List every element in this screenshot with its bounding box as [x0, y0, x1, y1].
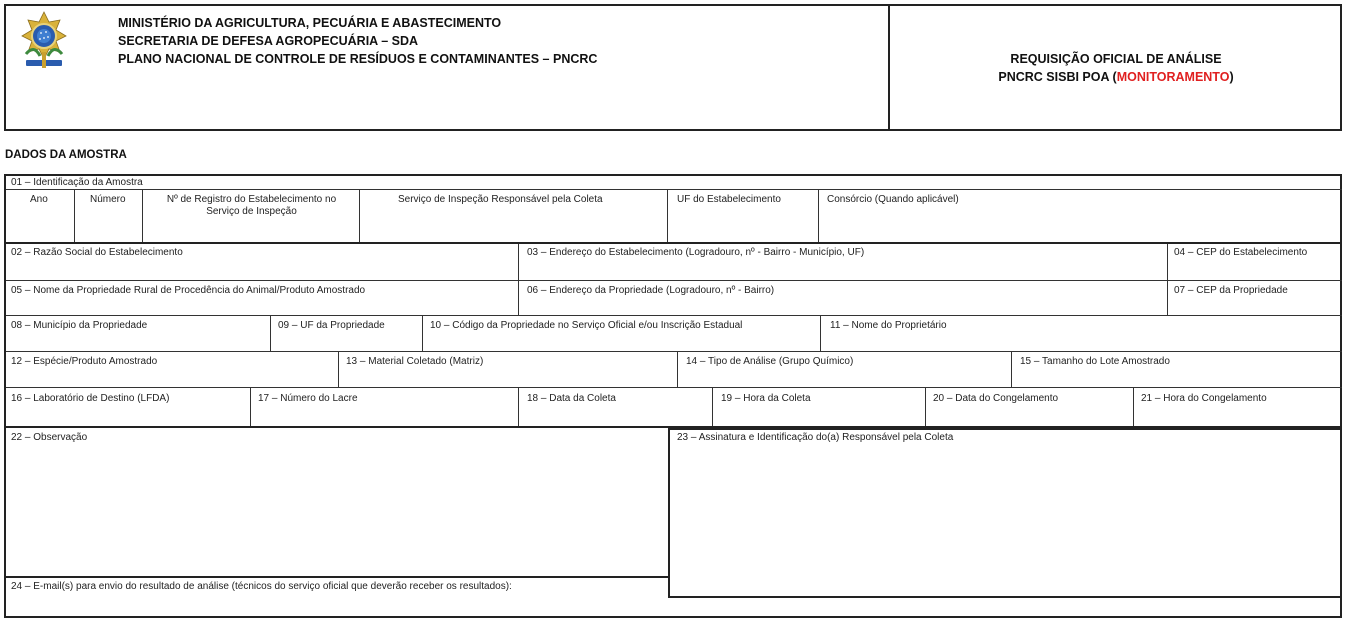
- plan-line: PLANO NACIONAL DE CONTROLE DE RESÍDUOS E CONTAMINANTES – PNCRC: [118, 52, 598, 66]
- col-divider: [518, 244, 519, 316]
- field-06-label: 06 – Endereço da Propriedade (Logradouro, nº - Bairro): [527, 285, 775, 296]
- field-13-label: 13 – Material Coletado (Matriz): [346, 356, 484, 367]
- field-02-label: 02 – Razão Social do Estabelecimento: [11, 247, 183, 258]
- field-14-label: 14 – Tipo de Análise (Grupo Químico): [686, 356, 854, 367]
- field-04-label: 04 – CEP do Estabelecimento: [1174, 247, 1308, 258]
- col-divider: [820, 316, 821, 351]
- row-divider: [6, 242, 1342, 244]
- col-divider: [422, 316, 423, 351]
- field-01-consortium-label: Consórcio (Quando aplicável): [827, 194, 959, 205]
- field-01-number-label: Número: [90, 194, 126, 205]
- row-divider: [6, 351, 1342, 352]
- field-01-label: 01 – Identificação da Amostra: [11, 177, 143, 188]
- field-10-label: 10 – Código da Propriedade no Serviço Oficial e/ou Inscrição Estadual: [430, 320, 743, 331]
- col-divider: [74, 190, 75, 242]
- field-15-label: 15 – Tamanho do Lote Amostrado: [1020, 356, 1170, 367]
- form-header: [4, 4, 1342, 131]
- col-divider: [677, 352, 678, 387]
- field-07-label: 07 – CEP da Propriedade: [1174, 285, 1288, 296]
- ministry-line: MINISTÉRIO DA AGRICULTURA, PECUÁRIA E ABASTECIMENTO: [118, 16, 502, 30]
- signature-box[interactable]: [668, 428, 1342, 598]
- col-divider: [667, 190, 668, 242]
- field-01-inspection-service-label: Serviço de Inspeção Responsável pela Coleta: [398, 194, 603, 205]
- col-divider: [1011, 352, 1012, 387]
- field-23-label: 23 – Assinatura e Identificação do(a) Responsável pela Coleta: [677, 432, 954, 443]
- col-divider: [1133, 388, 1134, 426]
- request-subtitle: [890, 68, 1342, 86]
- field-09-label: 09 – UF da Propriedade: [278, 320, 385, 331]
- row-divider: [6, 387, 1342, 388]
- col-divider: [712, 388, 713, 426]
- field-20-label: 20 – Data do Congelamento: [933, 393, 1059, 404]
- request-title: REQUISIÇÃO OFICIAL DE ANÁLISE: [1010, 52, 1222, 66]
- col-divider: [270, 316, 271, 351]
- brazil-coat-of-arms-icon: [20, 10, 68, 76]
- col-divider: [338, 352, 339, 387]
- field-24-label: 24 – E-mail(s) para envio do resultado de análise (técnicos do serviço oficial que deverão receber os resultados):: [11, 581, 512, 592]
- field-17-label: 17 – Número do Lacre: [258, 393, 358, 404]
- row-divider: [6, 315, 1342, 316]
- field-03-label: 03 – Endereço do Estabelecimento (Logradouro, nº - Bairro - Município, UF): [527, 247, 865, 258]
- field-18-label: 18 – Data da Coleta: [527, 393, 616, 404]
- request-subtitle-prefix: PNCRC SISBI POA (: [998, 70, 1117, 84]
- field-08-label: 08 – Município da Propriedade: [11, 320, 148, 331]
- col-divider: [1167, 244, 1168, 316]
- col-divider: [250, 388, 251, 426]
- section-title: DADOS DA AMOSTRA: [5, 149, 127, 161]
- ministry-heading: [118, 14, 597, 68]
- field-12-label: 12 – Espécie/Produto Amostrado: [11, 356, 158, 367]
- col-divider: [142, 190, 143, 242]
- col-divider: [359, 190, 360, 242]
- row-divider: [6, 189, 1342, 190]
- field-01-year-label: Ano: [30, 194, 48, 205]
- field-22-label: 22 – Observação: [11, 432, 88, 443]
- field-01-registration-label: Nº de Registro do Estabelecimento no Serviço de Inspeção: [166, 194, 337, 217]
- request-heading: [890, 50, 1342, 86]
- field-01-uf-label: UF do Estabelecimento: [677, 194, 781, 205]
- row-divider: [6, 280, 1342, 281]
- col-divider: [925, 388, 926, 426]
- request-subtitle-suffix: ): [1229, 70, 1234, 84]
- col-divider: [818, 190, 819, 242]
- monitoring-highlight: MONITORAMENTO: [1116, 70, 1230, 84]
- field-05-label: 05 – Nome da Propriedade Rural de Procedência do Animal/Produto Amostrado: [11, 285, 366, 296]
- field-19-label: 19 – Hora da Coleta: [721, 393, 811, 404]
- col-divider: [518, 388, 519, 426]
- field-11-label: 11 – Nome do Proprietário: [830, 320, 947, 331]
- field-21-label: 21 – Hora do Congelamento: [1141, 393, 1267, 404]
- field-16-label: 16 – Laboratório de Destino (LFDA): [11, 393, 170, 404]
- secretariat-line: SECRETARIA DE DEFESA AGROPECUÁRIA – SDA: [118, 34, 419, 48]
